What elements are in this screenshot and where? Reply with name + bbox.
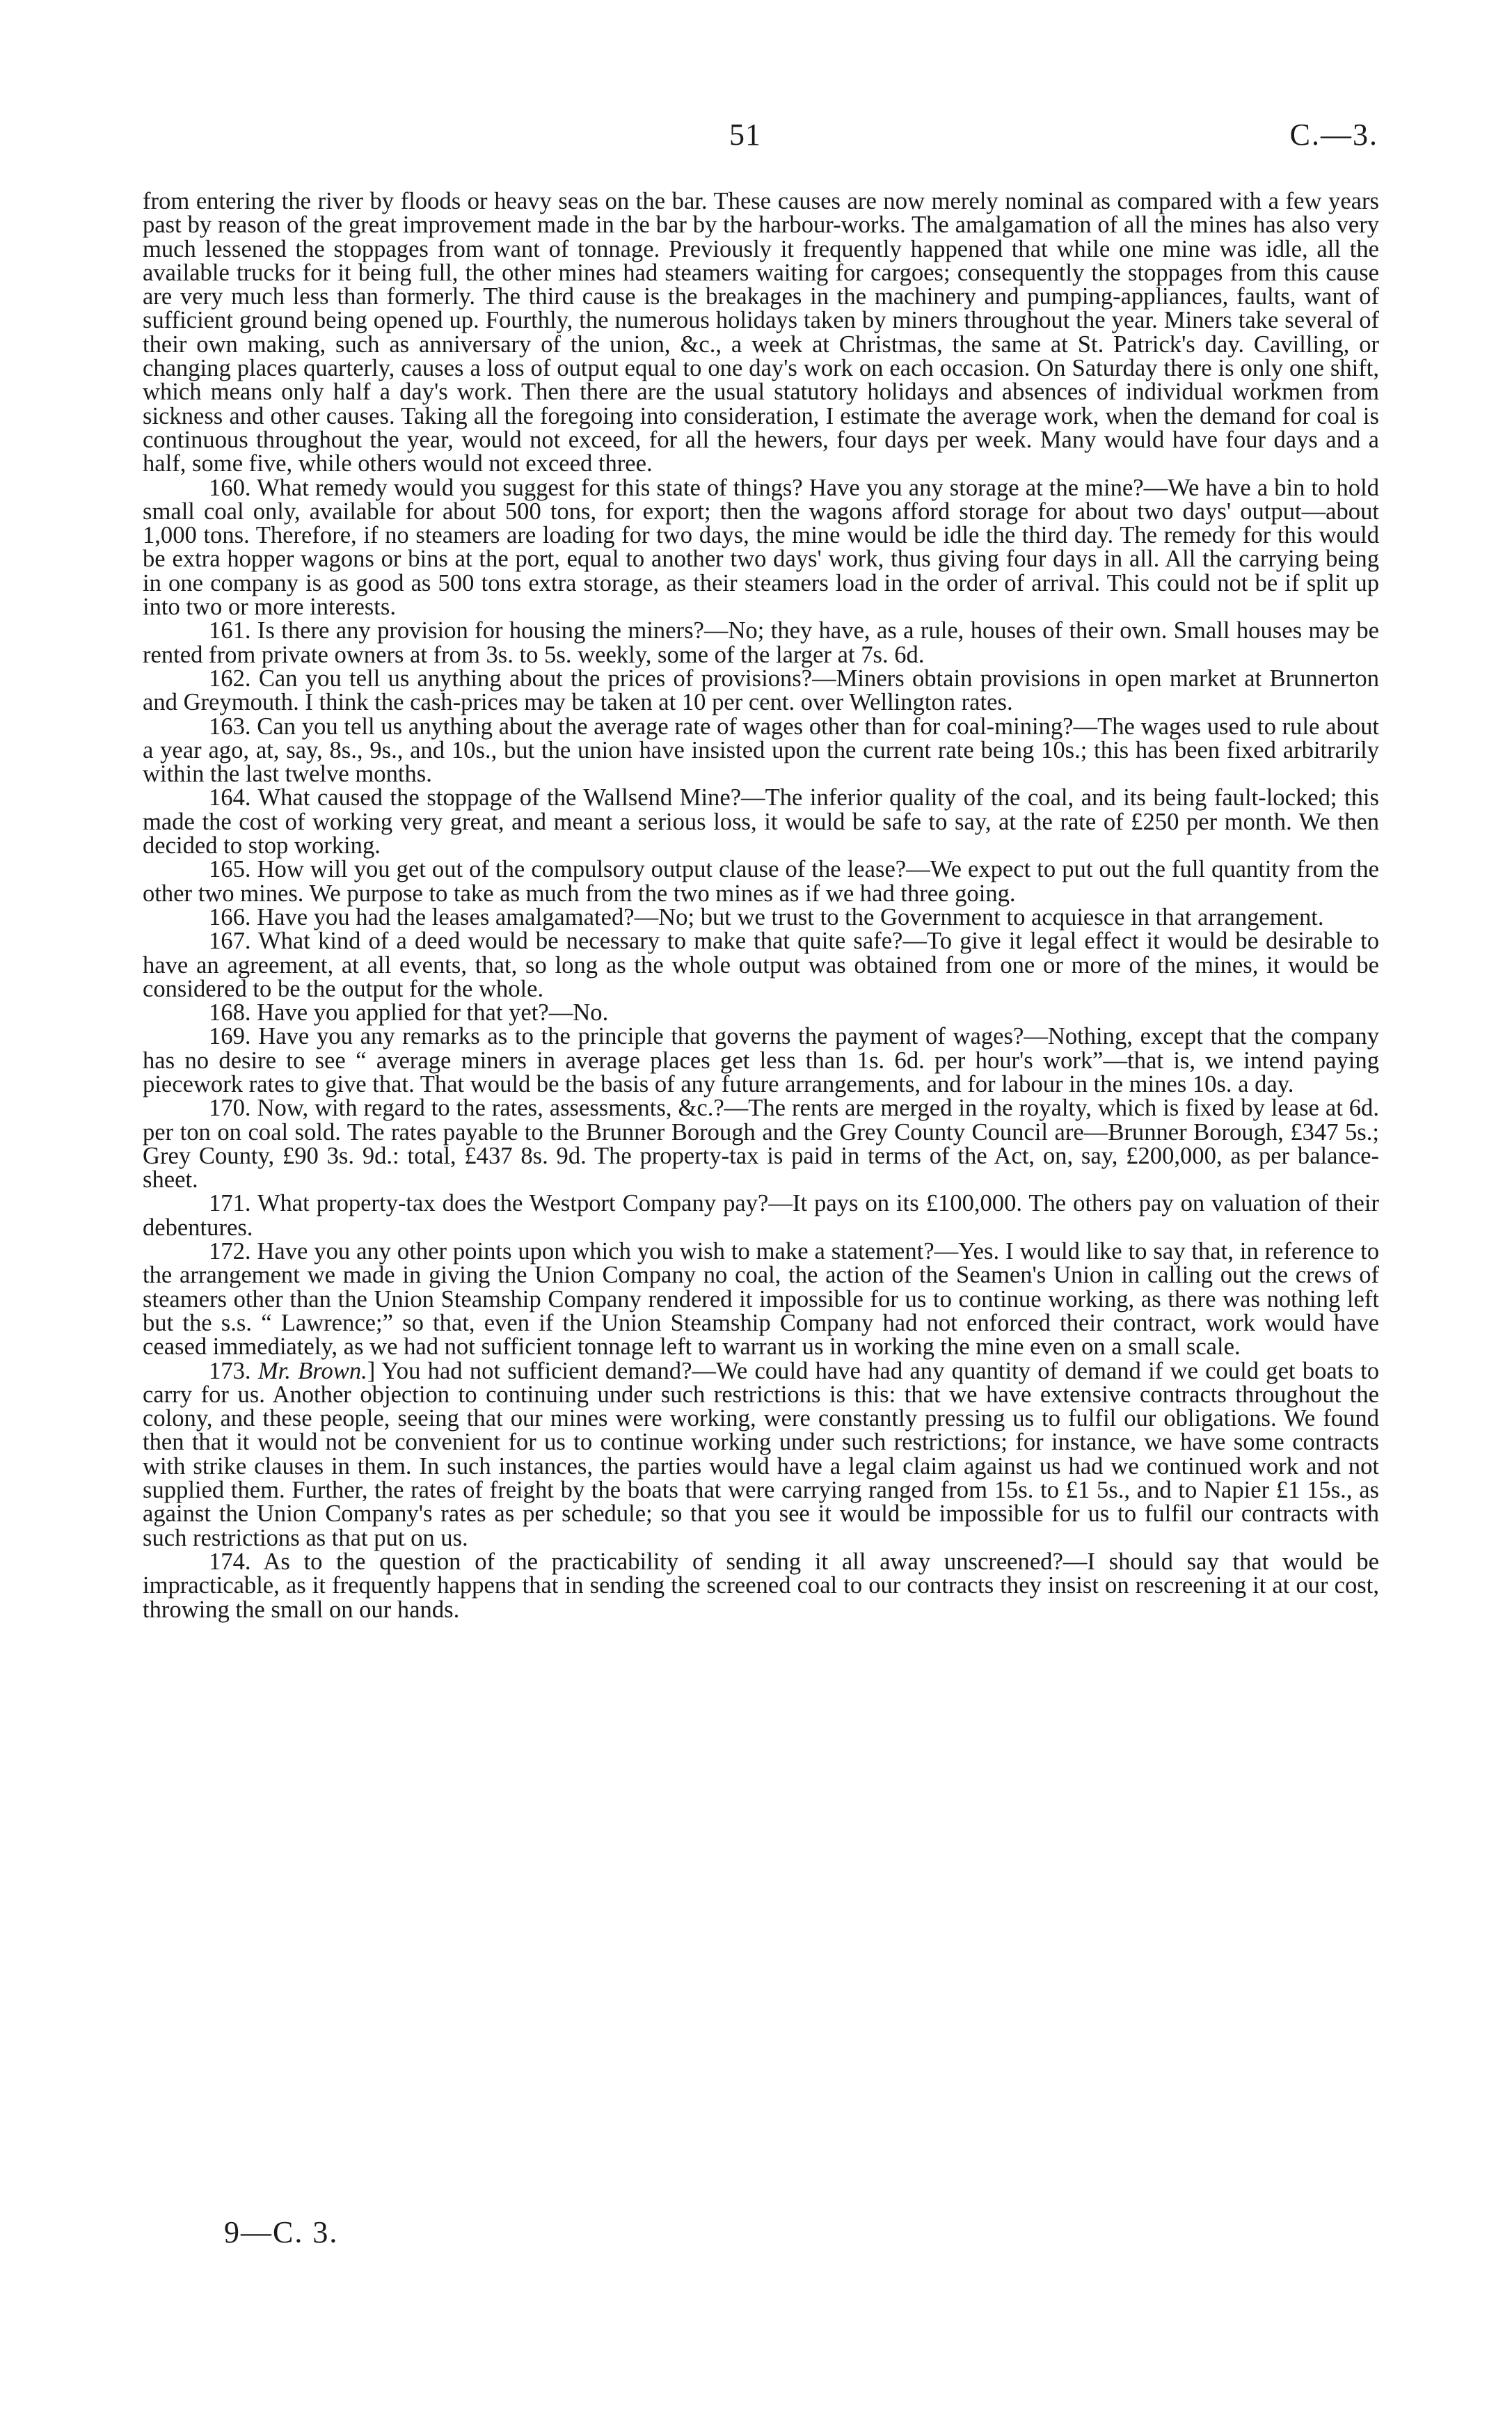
paragraph-q161: 161. Is there any provision for housing the miners?—No; they have, as a rule, houses of their own. Small houses may be rented from private owners at from 3s. to 5s. weekly, some of the larger at 7s. 6d. xyxy=(143,617,1379,668)
paragraph-q163: 163. Can you tell us anything about the average rate of wages other than for coal-mining?—The wages used to rule about a year ago, at, say, 8s., 9s., and 10s., but the union have insisted upon the current rate being 10s.; this has been fixed arbitrarily within the last twelve months. xyxy=(143,713,1379,788)
document-reference: C.—3. xyxy=(1289,118,1378,152)
paragraph-q170: 170. Now, with regard to the rates, assessments, &c.?—The rents are merged in the royalty, which is fixed by lease at 6d. per ton on coal sold. The rates payable to the Brunner Borough and the Grey County Council are—Brunner Borough, £347 5s.; Grey County, £90 3s. 9d.: total, £437 8s. 9d. The property-tax is paid in terms of the Act, on, say, £200,000, as per balance-sheet. xyxy=(143,1095,1379,1194)
paragraph-q173 xyxy=(143,1359,1379,1550)
paragraph-q165: 165. How will you get out of the compulsory output clause of the lease?—We expect to put out the full quantity from the other two mines. We purpose to take as much from the two mines as if we had three going. xyxy=(143,856,1379,907)
paragraph-continuation: from entering the river by floods or heavy seas on the bar. These causes are now merely nominal as compared with a few years past by reason of the great improvement made in the bar by the harbour-works. The amalgamation of all the mines has also very much lessened the stoppages from want of tonnage. Previously it frequently happened that while one mine was idle, all the available trucks for it being full, the other mines had steamers waiting for cargoes; consequently the stoppages from this cause are very much less than formerly. The third cause is the breakages in the machinery and pumping-appliances, faults, want of sufficient ground being opened up. Fourthly, the numerous holidays taken by miners throughout the year. Miners take several of their own making, such as anniversary of the union, &c., a week at Christmas, the same at St. Patrick's day. Cavilling, or changing places quarterly, causes a loss of output equal to one day's work on each occasion. On Saturday there is only one shift, which means only half a day's work. Then there are the usual statutory holidays and absences of individual workmen from sickness and other causes. Taking all the foregoing into consideration, I estimate the average work, when the demand for coal is continuous throughout the year, would not exceed, for all the hewers, four days per week. Many would have four days and a half, some five, while others would not exceed three. xyxy=(143,188,1379,477)
signature-mark: 9—C. 3. xyxy=(224,2215,339,2249)
page-header xyxy=(0,117,1512,159)
paragraph-q168: 168. Have you applied for that yet?—No. xyxy=(209,999,609,1027)
page-number: 51 xyxy=(729,118,761,152)
paragraph-q162: 162. Can you tell us anything about the prices of provisions?—Miners obtain provisions in open market at Brunnerton and Greymouth. I think the cash-prices may be taken at 10 per cent. over Wellington rates. xyxy=(143,665,1379,716)
paragraph-q166: 166. Have you had the leases amalgamated?—No; but we trust to the Government to acquiesce in that arrangement. xyxy=(209,903,1324,930)
paragraph-q171: 171. What property-tax does the Westport Company pay?—It pays on its £100,000. The others pay on valuation of their debentures. xyxy=(143,1190,1379,1241)
question-text: ] You had not sufficient demand?—We could have had any quantity of demand if we could get boats to carry for us. Another objection to continuing under such restrictions is this: that we have extensive contracts throughout the colony, and these people, seeing that our mines were working, were constantly pressing us to fulfil our obligations. We found then that it would not be convenient for us to continue working under such restrictions; for instance, we have some contracts with strike clauses in them. In such instances, the parties would have a legal claim against us had we continued work and not supplied them. Further, the rates of freight by the boats that were carrying ranged from 15s. to £1 5s., and to Napier £1 15s., as against the Union Company's rates as per schedule; so that you see it would be impossible for us to fulfil our contracts with such restrictions as that put on us. xyxy=(143,1357,1379,1551)
body-text xyxy=(143,189,1379,1622)
paragraph-q174: 174. As to the question of the practicability of sending it all away unscreened?—I should say that would be impracticable, as it frequently happens that in sending the screened coal to our contracts they insist on rescreening it at our cost, throwing the small on our hands. xyxy=(143,1548,1379,1623)
paragraph-q160: 160. What remedy would you suggest for this state of things? Have you any storage at the mine?—We have a bin to hold small coal only, available for about 500 tons, for export; then the wagons afford storage for about two days' output—about 1,000 tons. Therefore, if no steamers are loading for two days, the mine would be idle the third day. The remedy for this would be extra hopper wagons or bins at the port, equal to another two days' work, thus giving four days in all. All the carrying being in one company is as good as 500 tons extra storage, as their steamers load in the order of arrival. This could not be if split up into two or more interests. xyxy=(143,474,1379,621)
paragraph-q169: 169. Have you any remarks as to the principle that governs the payment of wages?—Nothing, except that the company has no desire to see “ average miners in average places get less than 1s. 6d. per hour's work”—that is, we intend paying piecework rates to give that. That would be the basis of any future arrangements, and for labour in the mines 10s. a day. xyxy=(143,1023,1379,1097)
speaker-name: Mr. Brown. xyxy=(257,1357,367,1384)
paragraph-q167: 167. What kind of a deed would be necessary to make that quite safe?—To give it legal effect it would be desirable to have an agreement, at all events, that, so long as the whole output was obtained from one or more of the mines, it would be considered to be the output for the whole. xyxy=(143,928,1379,1002)
paragraph-q164: 164. What caused the stoppage of the Wallsend Mine?—The inferior quality of the coal, and its being fault-locked; this made the cost of working very great, and meant a serious loss, it would be safe to say, at the rate of £250 per month. We then decided to stop working. xyxy=(143,784,1379,859)
paragraph-q172: 172. Have you any other points upon which you wish to make a statement?—Yes. I would like to say that, in reference to the arrangement we made in giving the Union Company no coal, the action of the Seamen's Union in calling out the crews of steamers other than the Union Steamship Company rendered it impossible for us to continue working, as there was nothing left but the s.s. “ Lawrence;” so that, even if the Union Steamship Company had not enforced their contract, work would have ceased immediately, as we had not sufficient tonnage left to warrant us in working the mine even on a small scale. xyxy=(143,1238,1379,1361)
question-number: 173. xyxy=(209,1357,258,1384)
